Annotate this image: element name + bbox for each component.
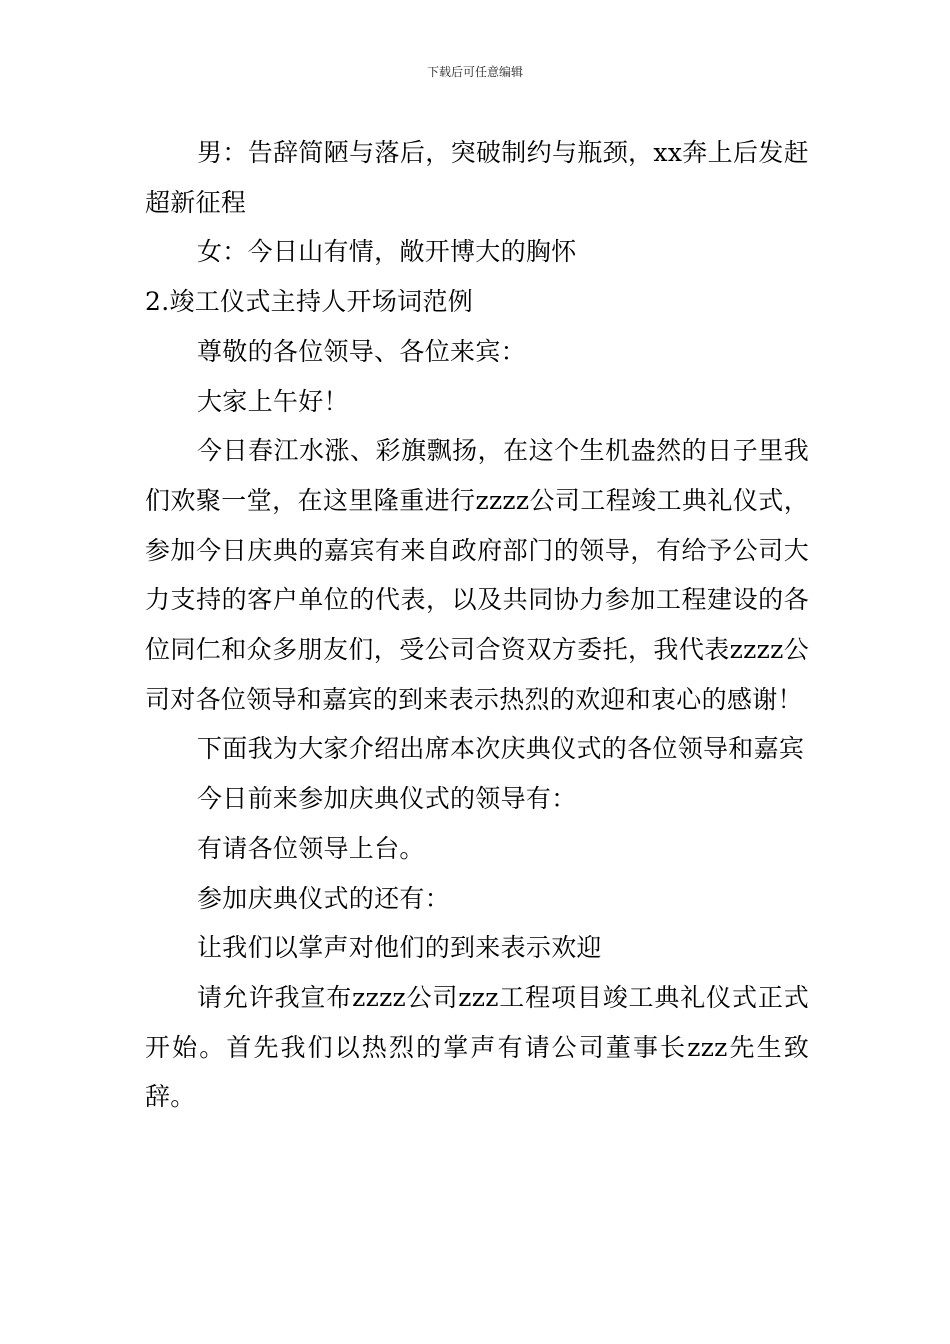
document-body	[145, 128, 809, 1122]
paragraph-2: 女：今日山有情，敞开博大的胸怀	[197, 237, 577, 267]
paragraph-4: 尊敬的各位领导、各位来宾：	[197, 336, 526, 366]
page-header-note: 下载后可任意编辑	[426, 65, 523, 79]
paragraph-6: 今日春江水涨、彩旗飘扬，在这个生机盎然的日子里我们欢聚一堂，在这里隆重进行zzzz公司工程竣工典礼仪式，参加今日庆典的嘉宾有来自政府部门的领导，有给予公司大力支持的客户单位的代表，以及共同协力参加工程建设的各位同仁和众多朋友们，受公司合资双方委托，我代表zzzz公司对各位领导和嘉宾的到来表示热烈的欢迎和衷心的感谢！	[145, 436, 809, 714]
paragraph-9: 有请各位领导上台。	[197, 833, 425, 863]
paragraph-11: 让我们以掌声对他们的到来表示欢迎	[197, 933, 602, 963]
paragraph-7: 下面我为大家介绍出席本次庆典仪式的各位领导和嘉宾	[197, 734, 805, 764]
paragraph-12: 请允许我宣布zzzz公司zzz工程项目竣工典礼仪式正式开始。首先我们以热烈的掌声有请公司董事长zzz先生致辞。	[145, 982, 809, 1112]
paragraph-5: 大家上午好！	[197, 386, 349, 416]
paragraph-1: 男：告辞简陋与落后，突破制约与瓶颈，xx奔上后发赶超新征程	[145, 138, 809, 217]
paragraph-8: 今日前来参加庆典仪式的领导有：	[197, 784, 577, 814]
paragraph-10: 参加庆典仪式的还有：	[197, 883, 451, 913]
paragraph-3-heading: 2.竣工仪式主持人开场词范例	[145, 287, 474, 317]
